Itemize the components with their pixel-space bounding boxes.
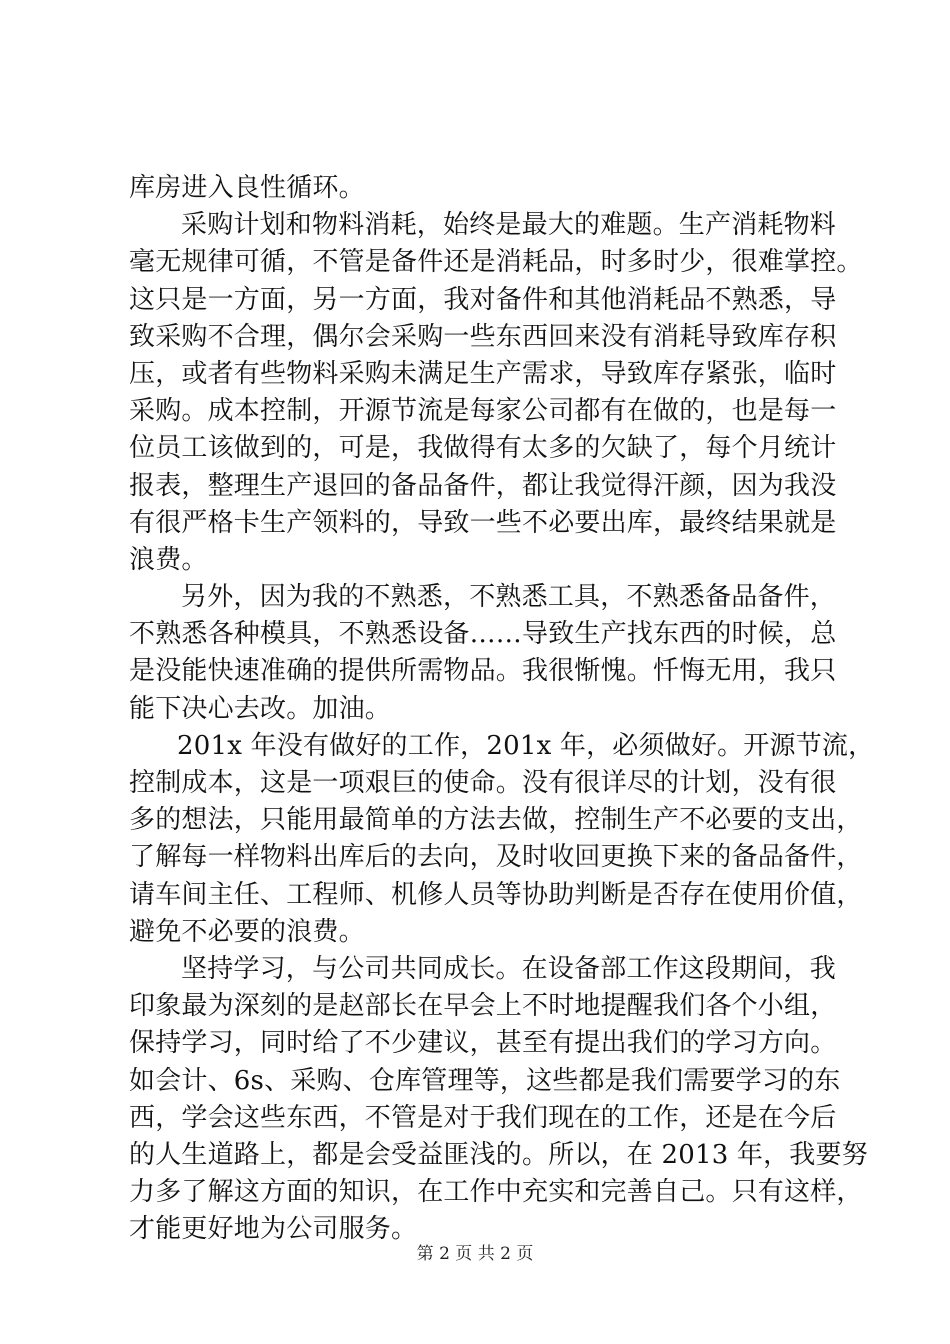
text-line: 力多了解这方面的知识，在工作中充实和完善自己。只有这样， <box>129 1177 863 1208</box>
text-line: 多的想法，只能用最简单的方法去做，控制生产不必要的支出， <box>129 805 863 836</box>
text-line: 控制成本，这是一项艰巨的使命。没有很详尽的计划，没有很 <box>129 768 837 798</box>
text-line: 有很严格卡生产领料的，导致一些不必要出库，最终结果就是 <box>129 507 837 538</box>
paragraph-start-line: 另外，因为我的不熟悉，不熟悉工具，不熟悉备品备件， <box>181 582 837 613</box>
text-line: 毫无规律可循，不管是备件还是消耗品，时多时少，很难掌控。 <box>129 247 863 278</box>
text-line: 报表，整理生产退回的备品备件，都让我觉得汗颜，因为我没 <box>129 470 837 501</box>
text-line: 库房进入良性循环。 <box>129 173 365 203</box>
page-number-footer: 第 2 页 共 2 页 <box>416 1244 534 1264</box>
text-line: 的人生道路上，都是会受益匪浅的。所以，在 2013 年，我要努 <box>129 1139 868 1170</box>
text-line: 西，学会这些东西，不管是对于我们现在的工作，还是在今后 <box>129 1102 837 1133</box>
text-line: 采购。成本控制，开源节流是每家公司都有在做的，也是每一 <box>129 396 837 427</box>
text-line: 不熟悉各种模具，不熟悉设备……导致生产找东西的时候，总 <box>129 619 837 650</box>
text-line: 压，或者有些物料采购未满足生产需求，导致库存紧张，临时 <box>129 358 837 389</box>
text-line: 是没能快速准确的提供所需物品。我很惭愧。忏悔无用，我只 <box>129 656 837 687</box>
text-line: 避免不必要的浪费。 <box>129 916 365 947</box>
text-line: 才能更好地为公司服务。 <box>129 1214 418 1245</box>
text-line: 保持学习，同时给了不少建议，甚至有提出我们的学习方向。 <box>129 1028 837 1059</box>
text-line: 请车间主任、工程师、机修人员等协助判断是否存在使用价值， <box>129 879 863 910</box>
text-line: 能下决心去改。加油。 <box>129 693 392 724</box>
text-line: 这只是一方面，另一方面，我对备件和其他消耗品不熟悉，导 <box>129 284 837 315</box>
text-line: 如会计、6s、采购、仓库管理等，这些都是我们需要学习的东 <box>129 1065 841 1096</box>
paragraph-start-line: 坚持学习，与公司共同成长。在设备部工作这段期间，我 <box>181 953 837 984</box>
paragraph-start-line: 采购计划和物料消耗，始终是最大的难题。生产消耗物料 <box>181 210 837 241</box>
document-body <box>129 170 875 1248</box>
text-line: 印象最为深刻的是赵部长在早会上不时地提醒我们各个小组， <box>129 991 837 1022</box>
text-line: 了解每一样物料出库后的去向，及时收回更换下来的备品备件， <box>129 842 863 873</box>
paragraph-start-line: 201x 年没有做好的工作，201x 年，必须做好。开源节流， <box>177 730 875 761</box>
text-line: 位员工该做到的，可是，我做得有太多的欠缺了，每个月统计 <box>129 433 837 464</box>
text-line: 浪费。 <box>129 544 208 575</box>
text-line: 致采购不合理，偶尔会采购一些东西回来没有消耗导致库存积 <box>129 321 837 352</box>
